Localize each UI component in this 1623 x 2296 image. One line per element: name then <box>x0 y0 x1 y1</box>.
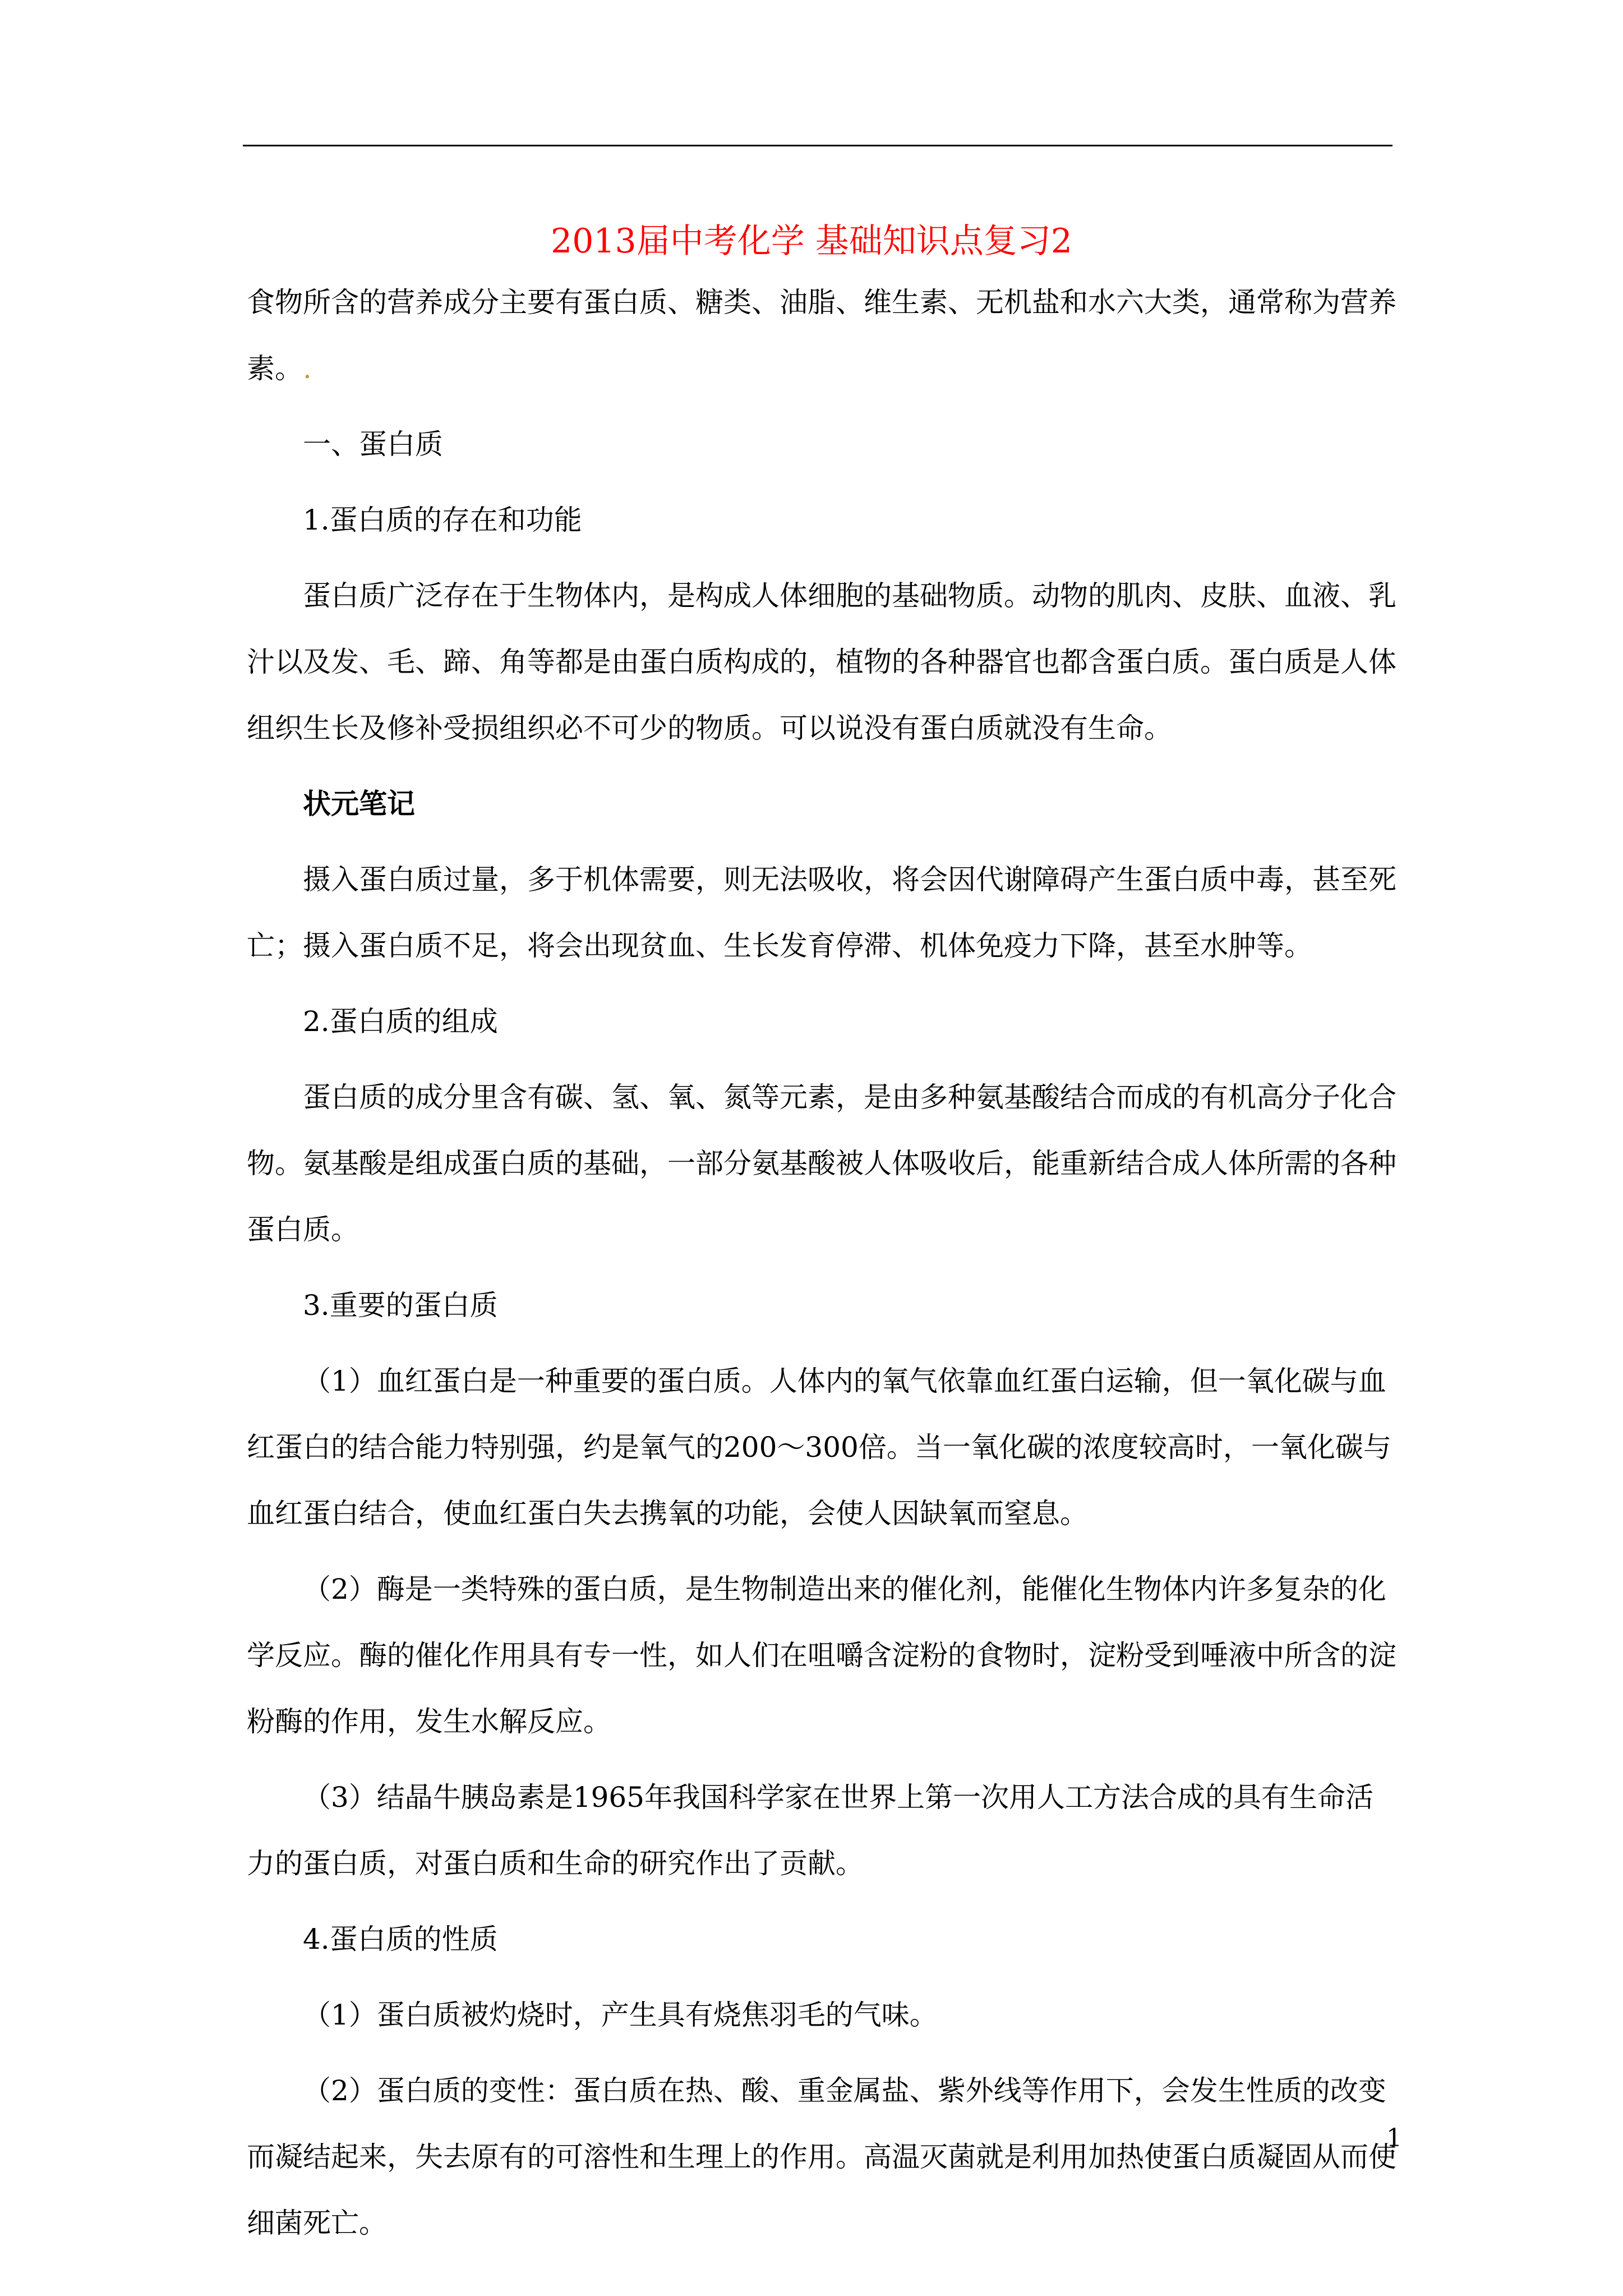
paragraph-composition: 蛋白质的成分里含有碳、氢、氧、氮等元素，是由多种氨基酸结合而成的有机高分子化合物。氨基酸是组成蛋白质的基础，一部分氨基酸被人体吸收后，能重新结合成人体所需的各种蛋白质。 <box>247 1081 1396 1246</box>
document-body <box>247 269 1398 2256</box>
paragraph-existence-function: 蛋白质广泛存在于生物体内，是构成人体细胞的基础物质。动物的肌肉、皮肤、血液、乳汁以及发、毛、蹄、角等都是由蛋白质构成的，植物的各种器官也都含蛋白质。蛋白质是人体组织生长及修补受损组织必不可少的物质。可以说没有蛋白质就没有生命。 <box>247 579 1396 744</box>
paragraph-hemoglobin: （1）血红蛋白是一种重要的蛋白质。人体内的氧气依靠血红蛋白运输，但一氧化碳与血红蛋白的结合能力特别强，约是氧气的200～300倍。当一氧化碳的浓度较高时，一氧化碳与血红蛋白结合，使血红蛋白失去携氧的功能，会使人因缺氧而窒息。 <box>247 1365 1391 1530</box>
document-title: 2013届中考化学 基础知识点复习2 <box>551 222 1072 261</box>
intro-paragraph <box>247 269 1398 402</box>
subsection-heading-important: 3.重要的蛋白质 <box>303 1289 498 1322</box>
note-heading: 状元笔记 <box>303 788 415 820</box>
subsection-heading-existence: 1.蛋白质的存在和功能 <box>303 504 582 536</box>
paragraph-burning: （1）蛋白质被灼烧时，产生具有烧焦羽毛的气味。 <box>303 1999 938 2031</box>
paragraph-note: 摄入蛋白质过量，多于机体需要，则无法吸收，将会因代谢障碍产生蛋白质中毒，甚至死亡；摄入蛋白质不足，将会出现贫血、生长发育停滞、机体免疫力下降，甚至水肿等。 <box>247 863 1396 962</box>
paragraph-enzyme: （2）酶是一类特殊的蛋白质，是生物制造出来的催化剂，能催化生物体内许多复杂的化学反应。酶的催化作用具有专一性，如人们在咀嚼含淀粉的食物时，淀粉受到唾液中所含的淀粉酶的作用，发生水解反应。 <box>247 1573 1396 1738</box>
paragraph-insulin: （3）结晶牛胰岛素是1965年我国科学家在世界上第一次用人工方法合成的具有生命活力的蛋白质，对蛋白质和生命的研究作出了贡献。 <box>247 1781 1374 1880</box>
subsection-heading-composition: 2.蛋白质的组成 <box>303 1005 498 1038</box>
intro-text: 食物所含的营养成分主要有蛋白质、糖类、油脂、维生素、无机盐和水六大类，通常称为营养素。 <box>247 286 1396 385</box>
subsection-heading-properties: 4.蛋白质的性质 <box>303 1923 498 1955</box>
page-number: 1 <box>1386 2124 1402 2152</box>
paragraph-denaturation: （2）蛋白质的变性：蛋白质在热、酸、重金属盐、紫外线等作用下，会发生性质的改变而凝结起来，失去原有的可溶性和生理上的作用。高温灭菌就是利用加热使蛋白质凝固从而使细菌死亡。 <box>247 2074 1396 2239</box>
scan-speck: . <box>303 352 312 385</box>
header-rule <box>243 145 1393 146</box>
section-heading-protein: 一、蛋白质 <box>303 428 443 461</box>
